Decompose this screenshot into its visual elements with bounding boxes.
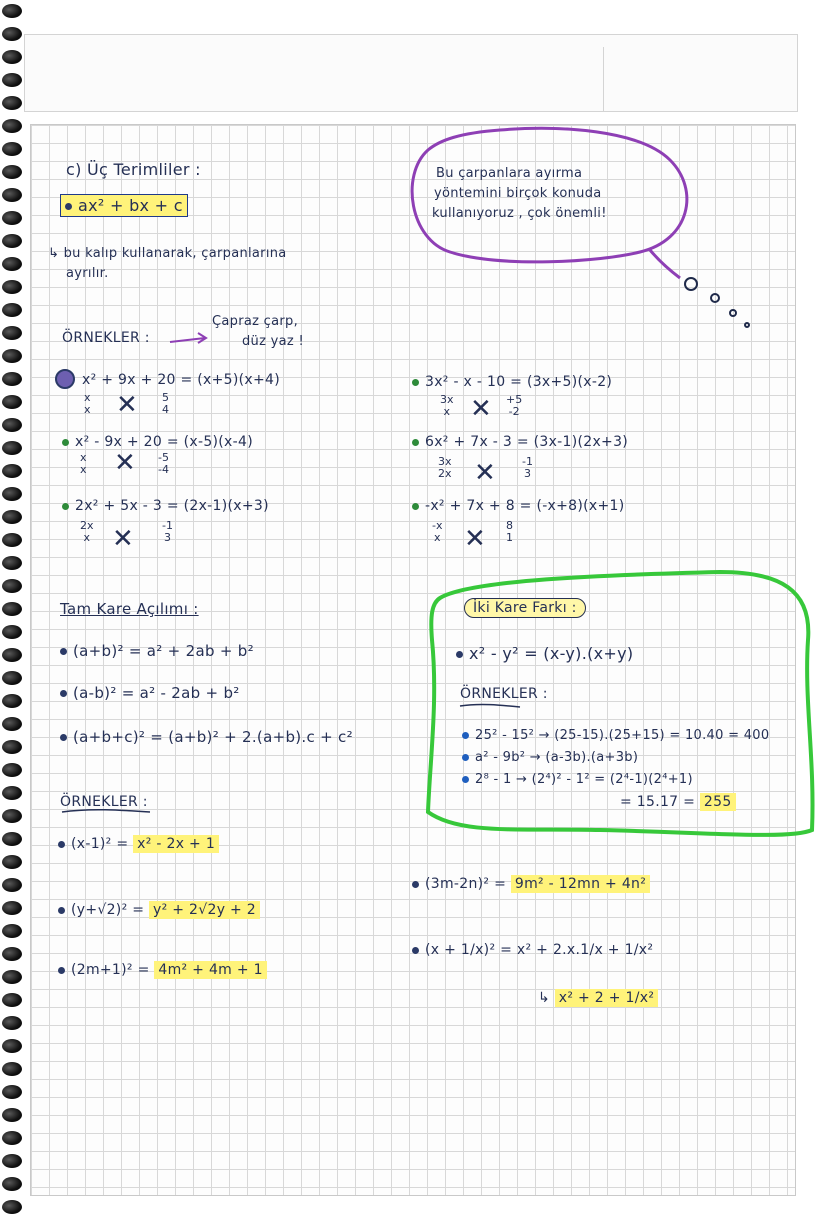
examples2-right-2: (x + 1/x)² = x² + 2.x.1/x + 1/x²: [412, 942, 653, 958]
example-left-3-col-b: -1 3: [162, 519, 173, 544]
iki-kare-item-1: 25² - 15² → (25-15).(25+15) = 10.40 = 400: [462, 728, 769, 743]
thought-dot-4: [745, 323, 749, 327]
iki-kare-examples-title: ÖRNEKLER :: [460, 686, 548, 702]
cross-mark-icon: ✕: [114, 448, 136, 478]
cross-mark-icon: ✕: [116, 390, 138, 420]
example-left-1-col-a: x x: [84, 391, 91, 416]
example-right-2: 6x² + 7x - 3 = (3x-1)(2x+3): [412, 434, 628, 450]
example-right-3-col-a: -x x: [432, 519, 443, 544]
examples2-title: ÖRNEKLER :: [60, 794, 148, 810]
main-formula: ax² + bx + c: [60, 196, 188, 215]
thought-dot-3: [730, 310, 736, 316]
underline-squiggle-2: [460, 704, 520, 707]
result-highlight: 255: [700, 793, 736, 811]
tam-kare-item-2: (a-b)² = a² - 2ab + b²: [60, 684, 240, 702]
cross-mark-icon: ✕: [112, 524, 134, 554]
example-left-1-col-b: 5 4: [162, 391, 169, 416]
note-line-2: ayrılır.: [66, 266, 109, 281]
bubble-line-2: yöntemini birçok konuda: [434, 186, 602, 201]
cross-mark-icon: ✕: [470, 394, 492, 424]
example-left-3: 2x² + 5x - 3 = (2x-1)(x+3): [62, 498, 269, 514]
iki-kare-item-2: a² - 9b² → (a-3b).(a+3b): [462, 750, 638, 765]
thought-dot-1: [685, 278, 697, 290]
example-left-1: x² + 9x + 20 = (x+5)(x+4): [82, 372, 280, 388]
tam-kare-item-3: (a+b+c)² = (a+b)² + 2.(a+b).c + c²: [60, 728, 353, 746]
thought-dot-2: [711, 294, 719, 302]
iki-kare-title: İki Kare Farkı :: [464, 600, 586, 616]
underline-squiggle: [62, 810, 150, 812]
example-right-1: 3x² - x - 10 = (3x+5)(x-2): [412, 374, 612, 390]
tam-kare-item-1: (a+b)² = a² + 2ab + b²: [60, 642, 254, 660]
example-left-2: x² - 9x + 20 = (x-5)(x-4): [62, 434, 253, 450]
cross-mark-icon: ✕: [474, 458, 496, 488]
cross-note-line-2: düz yaz !: [242, 334, 304, 349]
bubble-line-1: Bu çarpanlara ayırma: [436, 166, 583, 181]
hook-arrow-icon: ↳: [48, 246, 64, 261]
example-left-3-col-a: 2x x: [80, 519, 94, 544]
examples2-left-2: (y+√2)² = y² + 2√2y + 2: [58, 902, 260, 918]
example-left-2-col-b: -5 -4: [158, 451, 169, 476]
cross-mark-icon: ✕: [464, 524, 486, 554]
iki-kare-result: = 15.17 = 255: [620, 794, 736, 810]
example-left-2-col-a: x x: [80, 451, 87, 476]
example-right-2-col-b: -1 3: [522, 455, 533, 480]
iki-kare-item-3: 2⁸ - 1 → (2⁴)² - 1² = (2⁴-1)(2⁴+1): [462, 772, 693, 787]
example-right-1-col-a: 3x x: [440, 393, 454, 418]
examples2-left-3: (2m+1)² = 4m² + 4m + 1: [58, 962, 267, 978]
section-title: c) Üç Terimliler :: [66, 160, 201, 179]
hook-arrow-icon: ↳: [538, 990, 555, 1006]
speech-bubble-tail: [650, 250, 680, 278]
blue-circle-bullet: [56, 370, 74, 388]
cross-note-line-1: Çapraz çarp,: [212, 314, 299, 329]
examples2-right-1: (3m-2n)² = 9m² - 12mn + 4n²: [412, 876, 650, 892]
tam-kare-title: Tam Kare Açılımı :: [60, 600, 199, 618]
examples-title: ÖRNEKLER :: [62, 330, 150, 346]
final-result: ↳ x² + 2 + 1/x²: [538, 990, 658, 1006]
bubble-line-3: kullanıyoruz , çok önemli!: [432, 206, 607, 221]
examples2-left-1: (x-1)² = x² - 2x + 1: [58, 836, 219, 852]
example-right-1-col-b: +5 -2: [506, 393, 523, 418]
example-right-3: -x² + 7x + 8 = (-x+8)(x+1): [412, 498, 625, 514]
example-right-3-col-b: 8 1: [506, 519, 513, 544]
iki-kare-formula: x² - y² = (x-y).(x+y): [456, 644, 633, 663]
example-right-2-col-a: 3x 2x: [438, 455, 452, 480]
note-line-1: ↳ bu kalıp kullanarak, çarpanlarına: [48, 246, 287, 261]
